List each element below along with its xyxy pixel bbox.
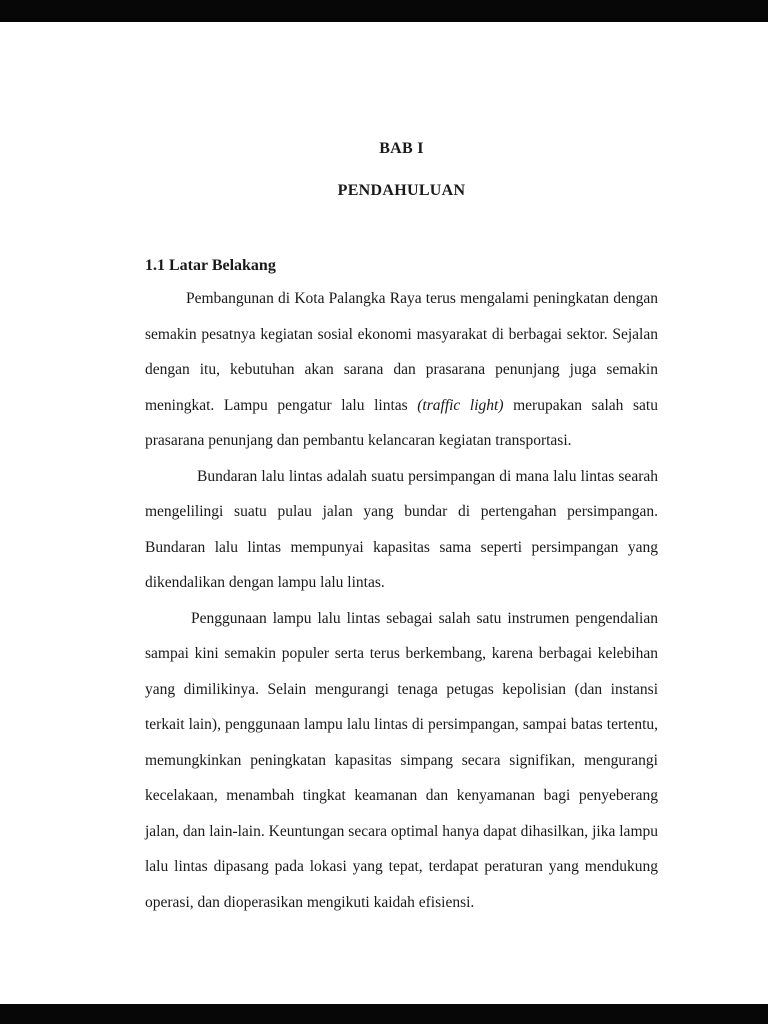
paragraph-2: Bundaran lalu lintas adalah suatu persimpangan di mana lalu lintas searah mengelilingi suatu pulau jalan yang bundar di pertengahan persimpangan. Bundaran lalu lintas mempunyai kapasitas sama seperti persimpangan yang dikendalikan dengan lampu lalu lintas. <box>145 467 658 591</box>
section-heading: 1.1 Latar Belakang <box>145 257 276 274</box>
top-letterbox-bar <box>0 0 768 22</box>
paragraph-1-italic-phrase: (traffic light) <box>417 396 504 414</box>
chapter-subtitle: PENDAHULUAN <box>337 182 466 199</box>
paragraph-1-text-end: merupakan salah satu prasarana penunjang dan pembantu kelancaran kegiatan transportasi. <box>145 396 658 449</box>
paragraph-3: Penggunaan lampu lalu lintas sebagai salah satu instrumen pengendalian sampai kini semakin populer serta terus berkembang, karena berbagai kelebihan yang dimilikinya. Selain mengurangi tenaga petugas kepolisian (dan instansi terkait lain), penggunaan lampu lalu lintas di persimpangan, sampai batas tertentu, memungkinkan peningkatan kapasitas simpang secara signifikan, mengurangi kecelakaan, menambah tingkat keamanan dan kenyamanan bagi penyeberang jalan, dan lain-lain. Keuntungan secara optimal hanya dapat dihasilkan, jika lampu lalu lintas dipasang pada lokasi yang tepat, terdapat peraturan yang mendukung operasi, dan dioperasikan mengikuti kaidah efisiensi. <box>145 609 658 911</box>
chapter-title: BAB I <box>379 140 424 157</box>
paragraph-1 <box>145 281 658 459</box>
paragraph-1-text-start: Pembangunan di Kota Palangka Raya terus mengalami peningkatan dengan semakin pesatnya kegiatan sosial ekonomi masyarakat di berbagai sektor. Sejalan dengan itu, kebutuhan akan sarana dan prasarana penunjang juga semakin meningkat. Lampu pengatur lalu lintas <box>145 290 658 414</box>
bottom-letterbox-bar <box>0 1004 768 1024</box>
document-page <box>0 22 768 1004</box>
